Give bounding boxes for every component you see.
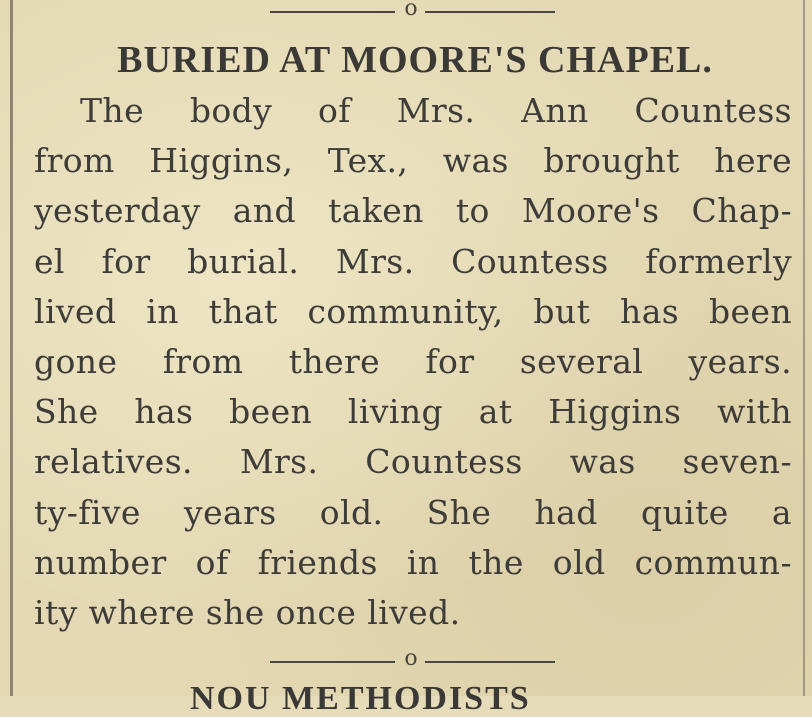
next-article-heading: NOU METHODISTS	[190, 680, 531, 717]
article-body	[34, 86, 792, 638]
body-line: ity where she once lived.	[34, 592, 461, 632]
divider-line-left	[270, 661, 395, 663]
column-rule-right	[803, 0, 805, 696]
body-line: The body of Mrs. Ann Countess	[80, 91, 792, 130]
top-divider	[270, 0, 555, 22]
divider-line-right	[425, 11, 555, 13]
divider-ornament: o	[404, 646, 418, 671]
article-headline: BURIED AT MOORE'S CHAPEL.	[117, 39, 713, 81]
divider-ornament: o	[404, 0, 418, 21]
divider-line-left	[270, 11, 395, 13]
bottom-divider	[270, 646, 555, 672]
body-line: relatives. Mrs. Countess was seven-	[34, 442, 792, 482]
body-line: number of friends in the old commun-	[34, 542, 792, 582]
body-line: ty-five years old. She had quite a	[34, 492, 792, 532]
column-rule-left	[10, 0, 13, 696]
divider-line-right	[425, 661, 555, 663]
body-line: She has been living at Higgins with	[34, 392, 792, 432]
body-line: el for burial. Mrs. Countess formerly	[34, 241, 792, 281]
body-line: gone from there for several years.	[34, 341, 792, 381]
body-line: from Higgins, Tex., was brought here	[34, 141, 792, 181]
next-article-heading-cropped	[190, 680, 630, 717]
body-line: lived in that community, but has been	[34, 291, 792, 331]
body-line: yesterday and taken to Moore's Chap-	[34, 191, 792, 231]
